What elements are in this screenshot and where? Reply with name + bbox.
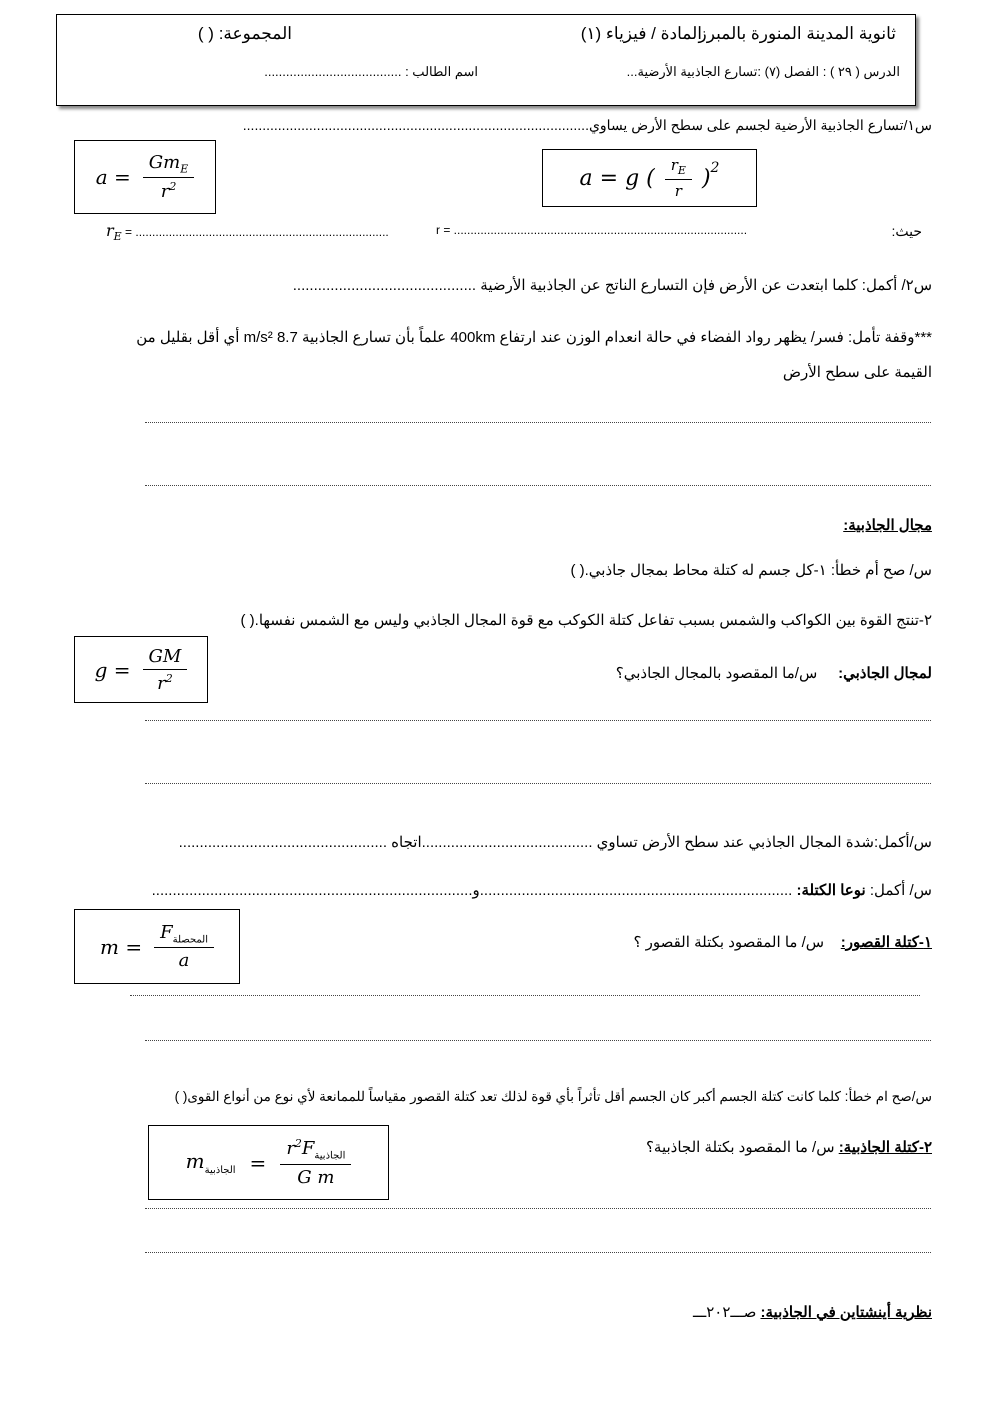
question-text: س/ ما المقصود بكتلة القصور ؟ [633, 934, 825, 951]
fraction [280, 1137, 351, 1188]
question-1: س١/تسارع الجاذبية الأرضية لجسم على سطح الأرض يساوي......................................................................................... [242, 117, 932, 133]
formula-acceleration-gm [74, 140, 216, 214]
formula-gravitational-mass [148, 1125, 389, 1200]
formula-lhs: a = [95, 165, 131, 189]
where-label: حيث: [891, 223, 922, 239]
denominator: r [157, 672, 166, 694]
denominator: r [160, 181, 170, 203]
gravitational-mass-label: ٢-كتلة الجاذبية: [838, 1139, 932, 1156]
superscript: 2 [294, 1137, 302, 1151]
answer-line[interactable] [130, 995, 920, 996]
formula-field-strength [74, 636, 208, 703]
answer-line[interactable] [145, 1208, 931, 1209]
school-name: ثانوية المدينة المنورة بالمبرز [698, 24, 896, 43]
numerator: F [160, 921, 173, 943]
numerator: r [670, 156, 678, 174]
fraction [154, 922, 214, 972]
denominator: r [674, 182, 682, 200]
answer-line[interactable] [145, 1252, 931, 1253]
true-false-2: ٢-تنتج القوة بين الكواكب والشمس بسبب تفاعل كتلة الكوكب مع قوة المجال الجاذبي وليس مع الشمس نفسها.( ) [240, 612, 932, 629]
formula-lhs: g = [94, 657, 131, 682]
superscript: 2 [710, 160, 720, 176]
r: r [286, 1138, 295, 1160]
inertial-mass-question [633, 933, 932, 951]
F: F [301, 1138, 315, 1160]
subscript: المحصلة [172, 934, 208, 946]
superscript: 2 [169, 180, 177, 194]
prefix: س/ أكمل: [865, 882, 932, 899]
blanks: ...........................................................................و............................................................................. [151, 882, 797, 899]
section-heading-gravitational-field: مجال الجاذبية: [843, 517, 932, 534]
gravitational-mass-question [646, 1138, 932, 1156]
fraction [665, 156, 692, 200]
question-text: س/ ما المقصود بكتلة الجاذبية؟ [645, 1139, 839, 1156]
denominator: a [178, 950, 190, 972]
true-false-3: س/صح ام خطأ: كلما كانت كتلة الجسم أكبر كان الجسم أقل تأثراً بأي قوة لذلك تعد كتلة القصور مقياساً للممانعة لأي نوع من أنواع القوى( ) [174, 1089, 932, 1104]
einstein-title: نظرية أينشتاين في الجاذبية: [760, 1304, 932, 1321]
m: m [185, 1149, 205, 1173]
complete-mass-types [152, 881, 932, 899]
answer-line[interactable] [145, 720, 931, 721]
field-definition [616, 664, 932, 682]
group-field: المجموعة: ( ) [197, 24, 292, 43]
equals: = [249, 1150, 267, 1175]
r-blank: r = ........................................................................................ [436, 223, 748, 237]
formula-lhs: m = [100, 934, 143, 959]
answer-line[interactable] [145, 1040, 931, 1041]
reflection-line-1: ***وقفة تأمل: فسر/ يظهر رواد الفضاء في حالة انعدام الوزن عند ارتفاع 400km علماً بأن تسارع الجاذبية 8.7 m/s² أي أقل بقليل من [136, 329, 932, 346]
formula-acceleration-g [542, 149, 757, 207]
formula-lhs [186, 1149, 236, 1176]
answer-line[interactable] [145, 422, 931, 423]
answer-line[interactable] [145, 783, 931, 784]
re-blank: $r_E$ = ............................................................................ [106, 221, 389, 244]
fraction [143, 152, 194, 203]
definition-question: س/ما المقصود بالمجال الجاذبي؟ [615, 665, 818, 682]
page-reference: صـــ٢٠٢ـــ [693, 1304, 761, 1321]
mass-types-label: نوعا الكتلة: [796, 882, 866, 899]
paren: ) [701, 165, 711, 191]
answer-line[interactable] [145, 485, 931, 486]
superscript: 2 [165, 671, 173, 685]
fraction [143, 646, 188, 694]
definition-label: لمجال الجاذبي: [838, 665, 932, 682]
numerator: GM [143, 646, 188, 670]
complete-field-strength: س/أكمل:شدة المجال الجاذبي عند سطح الأرض تساوي .........................................اتجاه .................................................. [178, 834, 932, 851]
subscript: الجاذبية [204, 1165, 236, 1176]
subscript: E [677, 164, 686, 177]
subscript: الجاذبية [314, 1150, 346, 1162]
inertial-mass-label: ١-كتلة القصور: [840, 934, 932, 951]
einstein-heading [693, 1303, 932, 1321]
student-name-field: اسم الطالب : ...................................... [264, 64, 478, 79]
formula-lhs: a = g ( [579, 165, 655, 191]
subject: المادة / فيزياء (١) [580, 24, 702, 43]
subscript: E [180, 162, 189, 176]
reflection-line-2: القيمة على سطح الأرض [782, 364, 932, 381]
true-false-1: س/ صح أم خطأ: ١-كل جسم له كتلة محاط بمجال جاذبي.( ) [570, 562, 932, 579]
lesson-title: الدرس ( ٢٩ ) : الفصل (٧) :تسارع الجاذبية الأرضية... [626, 64, 900, 79]
re-dots: = ............................................................................ [125, 225, 389, 239]
formula-inertial-mass [74, 909, 240, 984]
numerator: Gm [148, 151, 181, 173]
denominator: G m [297, 1166, 335, 1188]
question-2: س٢/ أكمل: كلما ابتعدت عن الأرض فإن التسارع الناتج عن الجاذبية الأرضية ............................................ [292, 277, 932, 294]
